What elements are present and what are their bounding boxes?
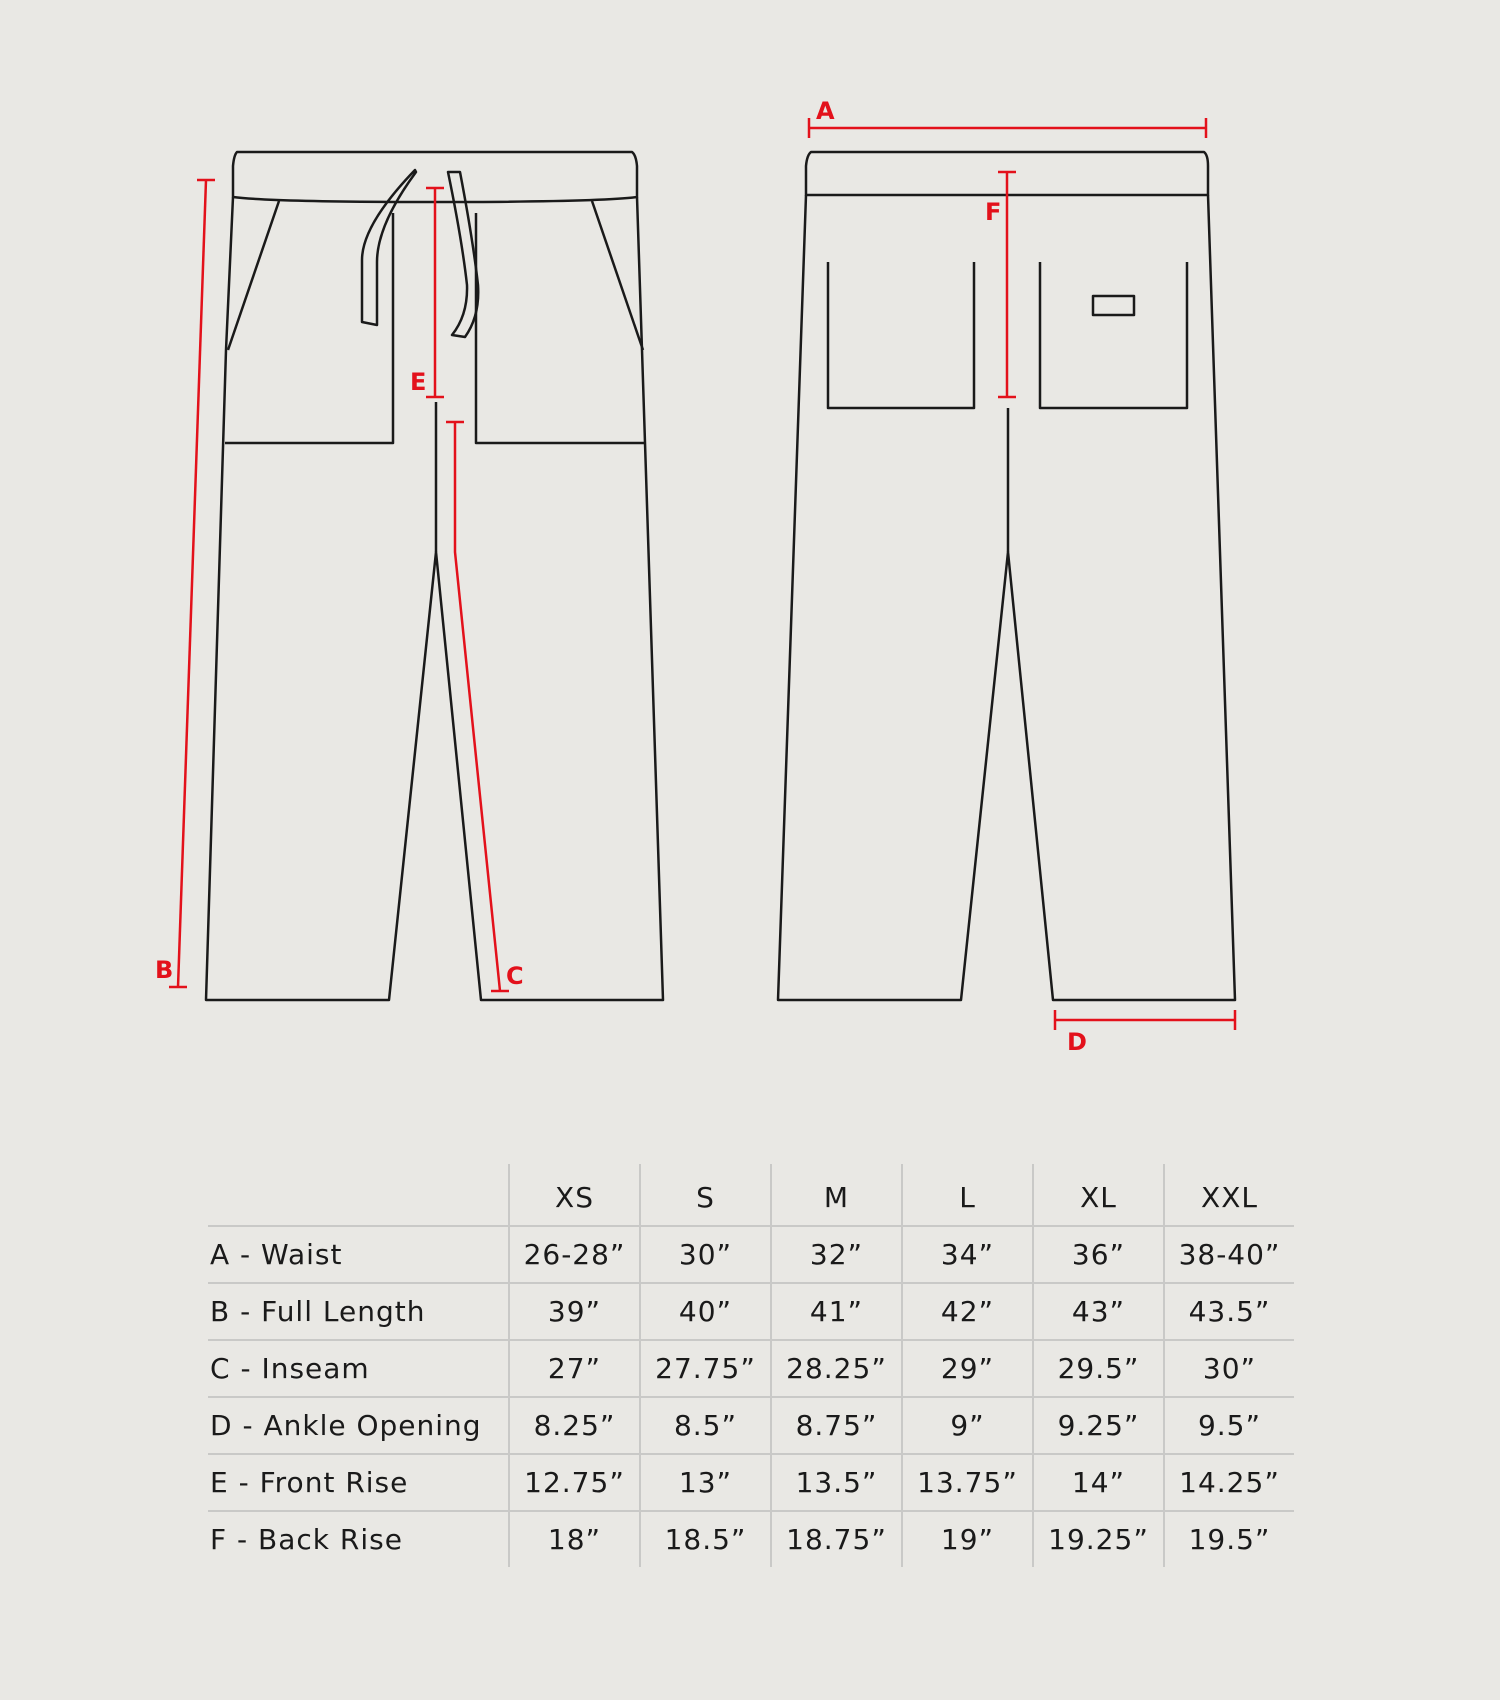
measure-c-line (446, 422, 509, 991)
table-cell: 40” (640, 1283, 771, 1340)
table-cell: 29.5” (1033, 1340, 1164, 1397)
table-row (208, 1454, 1294, 1511)
table-row (208, 1511, 1294, 1567)
size-header: XL (1033, 1164, 1164, 1226)
row-label: F - Back Rise (210, 1523, 403, 1556)
table-cell: 43” (1033, 1283, 1164, 1340)
measure-a-label: A (816, 97, 835, 125)
table-cell: 8.75” (771, 1397, 902, 1454)
size-header: M (771, 1164, 902, 1226)
table-cell: 29” (902, 1340, 1033, 1397)
table-cell: 13” (640, 1454, 771, 1511)
table-cell: 8.25” (509, 1397, 640, 1454)
table-row (208, 1226, 1294, 1283)
size-header: L (902, 1164, 1033, 1226)
measure-b-line (169, 180, 215, 987)
measure-e-line (426, 188, 444, 397)
size-header: S (640, 1164, 771, 1226)
measure-a-line (809, 118, 1206, 138)
corner-cell (208, 1164, 509, 1226)
table-cell: 27.75” (640, 1340, 771, 1397)
size-header: XS (509, 1164, 640, 1226)
row-label: A - Waist (210, 1238, 343, 1271)
measure-b-label: B (155, 956, 174, 984)
table-cell: 19.5” (1164, 1511, 1294, 1567)
size-chart-table (208, 1164, 1294, 1567)
table-cell: 13.5” (771, 1454, 902, 1511)
table-cell: 43.5” (1164, 1283, 1294, 1340)
table-cell: 9.5” (1164, 1397, 1294, 1454)
table-cell: 41” (771, 1283, 902, 1340)
table-cell: 30” (1164, 1340, 1294, 1397)
size-header: XXL (1164, 1164, 1294, 1226)
table-row (208, 1340, 1294, 1397)
table-cell: 9.25” (1033, 1397, 1164, 1454)
table-cell: 18.75” (771, 1511, 902, 1567)
table-cell: 42” (902, 1283, 1033, 1340)
table-cell: 18.5” (640, 1511, 771, 1567)
table-cell: 14.25” (1164, 1454, 1294, 1511)
table-cell: 34” (902, 1226, 1033, 1283)
table-cell: 19.25” (1033, 1511, 1164, 1567)
table-cell: 30” (640, 1226, 771, 1283)
measure-c-label: C (506, 962, 524, 990)
measure-d-line (1055, 1010, 1235, 1030)
table-cell: 12.75” (509, 1454, 640, 1511)
row-label: B - Full Length (210, 1295, 426, 1328)
table-cell: 38-40” (1164, 1226, 1294, 1283)
table-cell: 19” (902, 1511, 1033, 1567)
table-cell: 28.25” (771, 1340, 902, 1397)
table-cell: 27” (509, 1340, 640, 1397)
measure-d-label: D (1067, 1028, 1087, 1056)
table-cell: 9” (902, 1397, 1033, 1454)
table-cell: 14” (1033, 1454, 1164, 1511)
row-label: D - Ankle Opening (210, 1409, 482, 1442)
size-header-row (208, 1164, 1294, 1226)
table-row (208, 1397, 1294, 1454)
table-cell: 8.5” (640, 1397, 771, 1454)
row-label: C - Inseam (210, 1352, 370, 1385)
measure-f-label: F (985, 198, 1002, 226)
measure-e-label: E (410, 368, 427, 396)
table-cell: 39” (509, 1283, 640, 1340)
table-cell: 36” (1033, 1226, 1164, 1283)
table-cell: 13.75” (902, 1454, 1033, 1511)
table-cell: 32” (771, 1226, 902, 1283)
row-label: E - Front Rise (210, 1466, 409, 1499)
table-cell: 26-28” (509, 1226, 640, 1283)
table-cell: 18” (509, 1511, 640, 1567)
table-row (208, 1283, 1294, 1340)
